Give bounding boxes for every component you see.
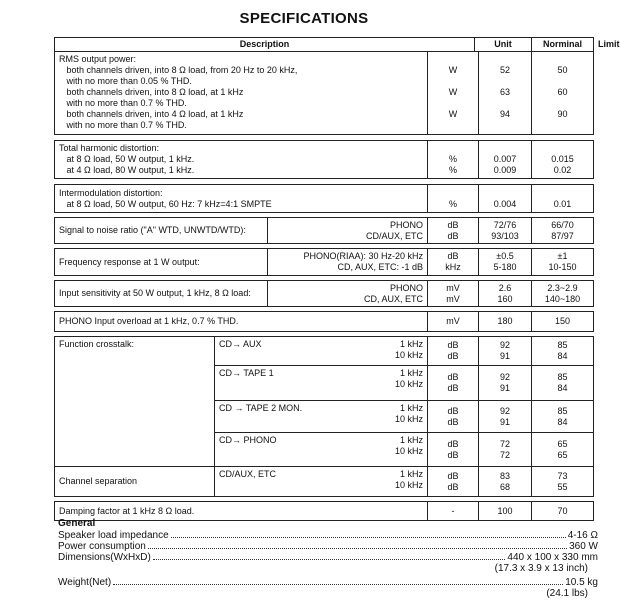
crosstalk-nominal: 72 72 [479,433,532,467]
header-nominal: Norminal [532,38,594,52]
freq-cond: PHONO(RIAA): 30 Hz-20 kHz CD, AUX, ETC: -1 dB [268,249,428,276]
crosstalk-freq: 1 kHz 10 kHz [394,339,423,360]
separation-limit: 73 55 [532,467,594,497]
snr-desc: Signal to noise ratio ("A" WTD, UNWTD/WTD): [55,218,268,244]
separation-nominal: 83 68 [479,467,532,497]
dimensions-label: Dimensions(WxHxD) [58,552,151,563]
separation-path: CD/AUX, ETC [219,469,277,479]
damping-desc: Damping factor at 1 kHz 8 Ω load. [55,502,428,521]
row-overload [55,312,594,332]
overload-unit: mV [428,312,479,332]
thd-limit: 0.015 0.02 [532,141,594,179]
row-thd [55,141,594,179]
header-unit-col: Unit [475,38,532,52]
thd-unit: % % [428,141,479,179]
snr-limit: 66/70 87/97 [532,218,594,244]
overload-limit: 150 [532,312,594,332]
rms-nominal: 52 63 94 [479,52,532,135]
page-title: SPECIFICATIONS [239,10,369,27]
crosstalk-limit: 65 65 [532,433,594,467]
crosstalk-limit: 85 84 [532,401,594,433]
crosstalk-unit: dB dB [428,433,479,467]
row-separation [55,467,594,497]
crosstalk-path-cell [215,337,428,366]
header-row: Description Unit Norminal Limit [55,38,594,52]
freq-nominal: ±0.5 5-180 [479,249,532,276]
sens-nominal: 2.6 160 [479,281,532,307]
sens-limit: 2.3~2.9 140~180 [532,281,594,307]
crosstalk-path: CD→ TAPE 1 [219,368,274,378]
weight-row [58,577,598,588]
power-row [58,541,598,552]
crosstalk-limit: 85 84 [532,337,594,366]
separation-desc: Channel separation [55,467,215,497]
overload-nominal: 180 [479,312,532,332]
freq-desc: Frequency response at 1 W output: [55,249,268,276]
weight-value: 10.5 kg [565,577,598,588]
crosstalk-nominal: 92 91 [479,366,532,401]
spec-table [54,37,620,52]
crosstalk-limit: 85 84 [532,366,594,401]
rms-desc: RMS output power: both channels driven, into 8 Ω load, from 20 Hz to 20 kHz, with no more than 0.05 % THD. both channels driven, into 8 Ω load, at 1 kHz with no more than 0.7 % THD. both channels driven, into 4 Ω load, at 1 kHz with no more than 0.7 % THD. [55,52,428,135]
overload-desc: PHONO Input overload at 1 kHz, 0.7 % THD. [55,312,428,332]
crosstalk-unit: dB dB [428,366,479,401]
dimensions-inch: (17.3 x 3.9 x 13 inch) [494,563,588,574]
impedance-label: Speaker load impedance [58,530,169,541]
weight-lbs: (24.1 lbs) [546,588,588,599]
power-value: 360 W [569,541,598,552]
crosstalk-desc: Function crosstalk: [55,337,215,467]
separation-unit: dB dB [428,467,479,497]
impedance-value: 4-16 Ω [567,530,598,541]
row-sensitivity [55,281,594,307]
thd-nominal: 0.007 0.009 [479,141,532,179]
imd-desc: Intermodulation distortion: at 8 Ω load, 50 W output, 60 Hz: 7 kHz=4:1 SMPTE [55,185,428,213]
power-label: Power consumption [58,541,146,552]
damping-nominal: 100 [479,502,532,521]
crosstalk-nominal: 92 91 [479,401,532,433]
sens-desc: Input sensitivity at 50 W output, 1 kHz, 8 Ω load: [55,281,268,307]
leader-dots [113,584,563,585]
crosstalk-unit: dB dB [428,401,479,433]
crosstalk-path-cell [215,366,428,401]
row-freq [55,249,594,276]
crosstalk-path: CD → TAPE 2 MON. [219,403,303,413]
thd-desc: Total harmonic distortion: at 8 Ω load, 50 W output, 1 kHz. at 4 Ω load, 80 W output, 1 kHz. [55,141,428,179]
leader-dots [148,548,567,549]
crosstalk-path-cell [215,401,428,433]
crosstalk-freq: 1 kHz 10 kHz [394,403,423,424]
dimensions-value: 440 x 100 x 330 mm [507,552,598,563]
general-section [58,518,598,599]
snr-cond: PHONO CD/AUX, ETC [268,218,428,244]
crosstalk-unit: dB dB [428,337,479,366]
crosstalk-path-cell [215,433,428,467]
impedance-row [58,530,598,541]
header-description: Description [55,38,475,52]
snr-unit: dB dB [428,218,479,244]
general-title: General [58,518,96,529]
damping-limit: 70 [532,502,594,521]
spec-body [54,51,594,521]
crosstalk-row [55,337,594,366]
imd-limit: 0.01 [532,185,594,213]
crosstalk-nominal: 92 91 [479,337,532,366]
imd-unit: % [428,185,479,213]
freq-limit: ±1 10-150 [532,249,594,276]
crosstalk-path: CD→ PHONO [219,435,277,445]
rms-unit: W W W [428,52,479,135]
leader-dots [171,537,566,538]
crosstalk-freq: 1 kHz 10 kHz [394,435,423,456]
row-snr [55,218,594,244]
sens-unit: mV mV [428,281,479,307]
dimensions-row [58,552,598,563]
crosstalk-freq: 1 kHz 10 kHz [394,368,423,389]
sens-cond: PHONO CD, AUX, ETC [268,281,428,307]
separation-path-cell [215,467,428,497]
damping-unit: - [428,502,479,521]
imd-nominal: 0.004 [479,185,532,213]
weight-label: Weight(Net) [58,577,112,588]
rms-limit: 50 60 90 [532,52,594,135]
snr-nominal: 72/76 93/103 [479,218,532,244]
leader-dots [153,559,506,560]
row-rms [55,52,594,135]
freq-unit: dB kHz [428,249,479,276]
separation-freq: 1 kHz 10 kHz [394,469,423,490]
row-imd [55,185,594,213]
crosstalk-path: CD→ AUX [219,339,262,349]
